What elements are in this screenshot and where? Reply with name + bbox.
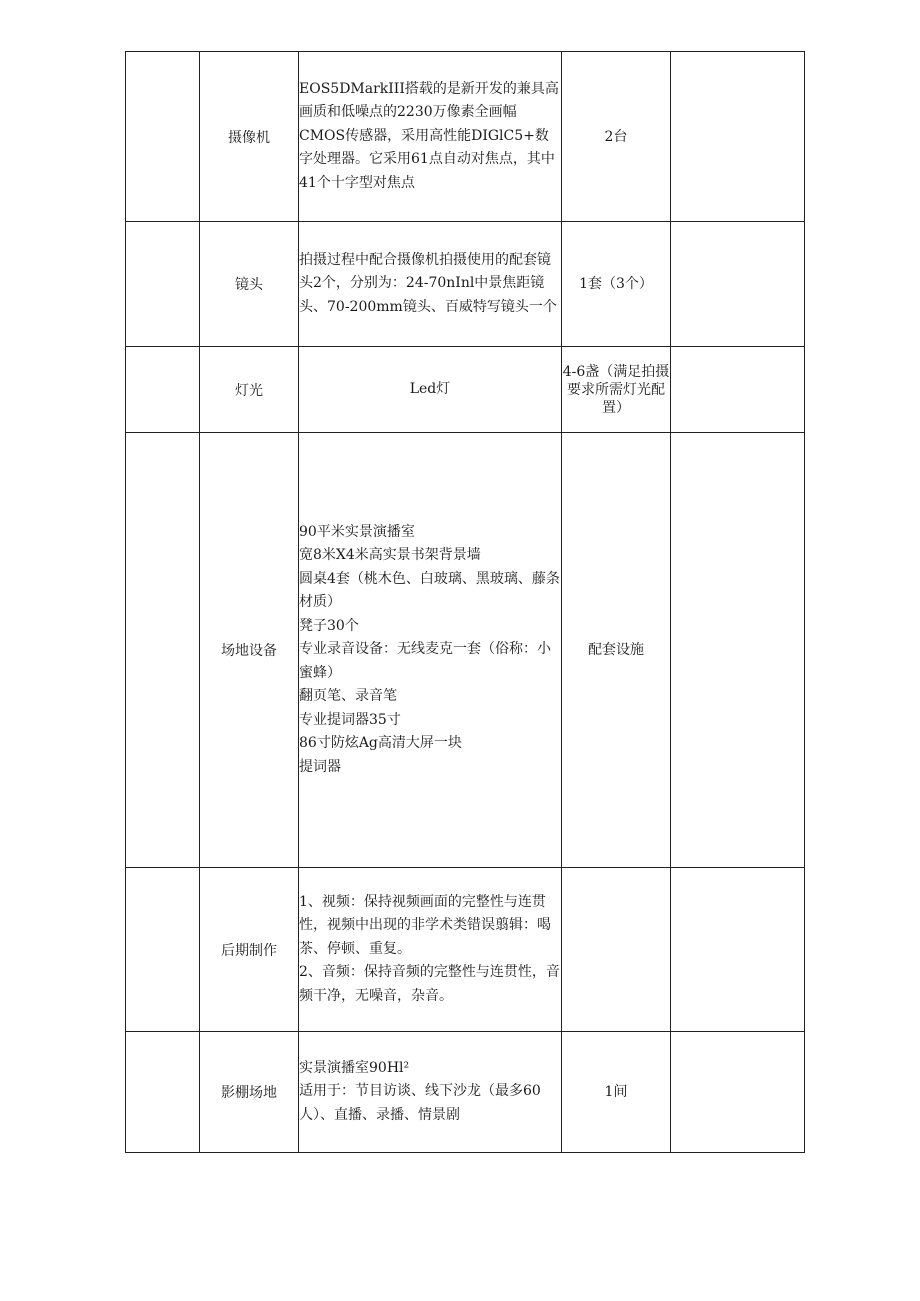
description-line: 圆桌4套（桃木色、白玻璃、黑玻璃、藤条材质） xyxy=(299,570,560,611)
item-description xyxy=(299,1032,562,1153)
description-line: 实景演播室90Hl² xyxy=(299,1059,410,1076)
description-line: 专业录音设备：无线麦克一套（俗称：小蜜蜂） xyxy=(299,641,551,681)
item-quantity: 1间 xyxy=(562,1032,671,1153)
item-name: 影棚场地 xyxy=(200,1032,299,1153)
item-description xyxy=(299,347,562,433)
table-row xyxy=(126,347,805,433)
blank-cell xyxy=(126,347,200,433)
table-row xyxy=(126,222,805,347)
blank-cell xyxy=(671,1032,805,1153)
blank-cell xyxy=(126,433,200,868)
item-description xyxy=(299,222,562,347)
description-line: 90平米实景演播室 xyxy=(299,523,415,540)
description-line: 凳子30个 xyxy=(299,617,359,634)
description-line: EOS5DMarkIII搭载的是新开发的兼具高画质和低噪点的2230万像素全画幅CMOS传感器，采用高性能DIGlC5+数字处理器。它采用61点自动对焦点，其中41个十字型对焦点 xyxy=(299,80,559,191)
blank-cell xyxy=(126,52,200,222)
description-line: 专业提词器35寸 xyxy=(299,711,401,728)
table-row xyxy=(126,1032,805,1153)
blank-cell xyxy=(671,52,805,222)
item-quantity: 4-6盏（满足拍摄要求所需灯光配置） xyxy=(562,347,671,433)
blank-cell xyxy=(671,347,805,433)
item-name: 灯光 xyxy=(200,347,299,433)
item-quantity: 配套设施 xyxy=(562,433,671,868)
description-line: 翻页笔、录音笔 xyxy=(299,688,397,705)
item-quantity: 1套（3个） xyxy=(562,222,671,347)
item-description xyxy=(299,433,562,868)
item-description xyxy=(299,52,562,222)
description-line: 宽8米X4米高实景书架背景墙 xyxy=(299,547,481,564)
table-row xyxy=(126,52,805,222)
description-line: 1、视频：保持视频画面的完整性与连贯性，视频中出现的非学术类错误翦辑：喝茶、停顿、重复。 xyxy=(299,893,551,957)
blank-cell xyxy=(126,1032,200,1153)
equipment-table xyxy=(125,51,805,1153)
blank-cell xyxy=(126,222,200,347)
description-line: 提词器 xyxy=(299,758,341,775)
item-name: 后期制作 xyxy=(200,868,299,1032)
description-line: 拍摄过程中配合摄像机拍摄使用的配套镜头2个，分别为：24-70nInl中景焦距镜头、70-200mm镜头、百威特写镜头一个 xyxy=(299,251,557,315)
item-quantity xyxy=(562,868,671,1032)
blank-cell xyxy=(671,868,805,1032)
blank-cell xyxy=(671,433,805,868)
description-line: 适用于：节目访谈、线下沙龙（最多60人）、直播、录播、情景剧 xyxy=(299,1083,541,1123)
blank-cell xyxy=(671,222,805,347)
description-line: Led灯 xyxy=(409,380,451,397)
table-row xyxy=(126,868,805,1032)
item-name: 场地设备 xyxy=(200,433,299,868)
description-line: 2、音频：保持音频的完整性与连贯性，音频干净，无噪音，杂音。 xyxy=(299,964,560,1004)
item-quantity: 2台 xyxy=(562,52,671,222)
item-name: 镜头 xyxy=(200,222,299,347)
item-description xyxy=(299,868,562,1032)
item-name: 摄像机 xyxy=(200,52,299,222)
blank-cell xyxy=(126,868,200,1032)
description-line: 86寸防炫Ag高清大屏一块 xyxy=(299,735,462,752)
table-row xyxy=(126,433,805,868)
